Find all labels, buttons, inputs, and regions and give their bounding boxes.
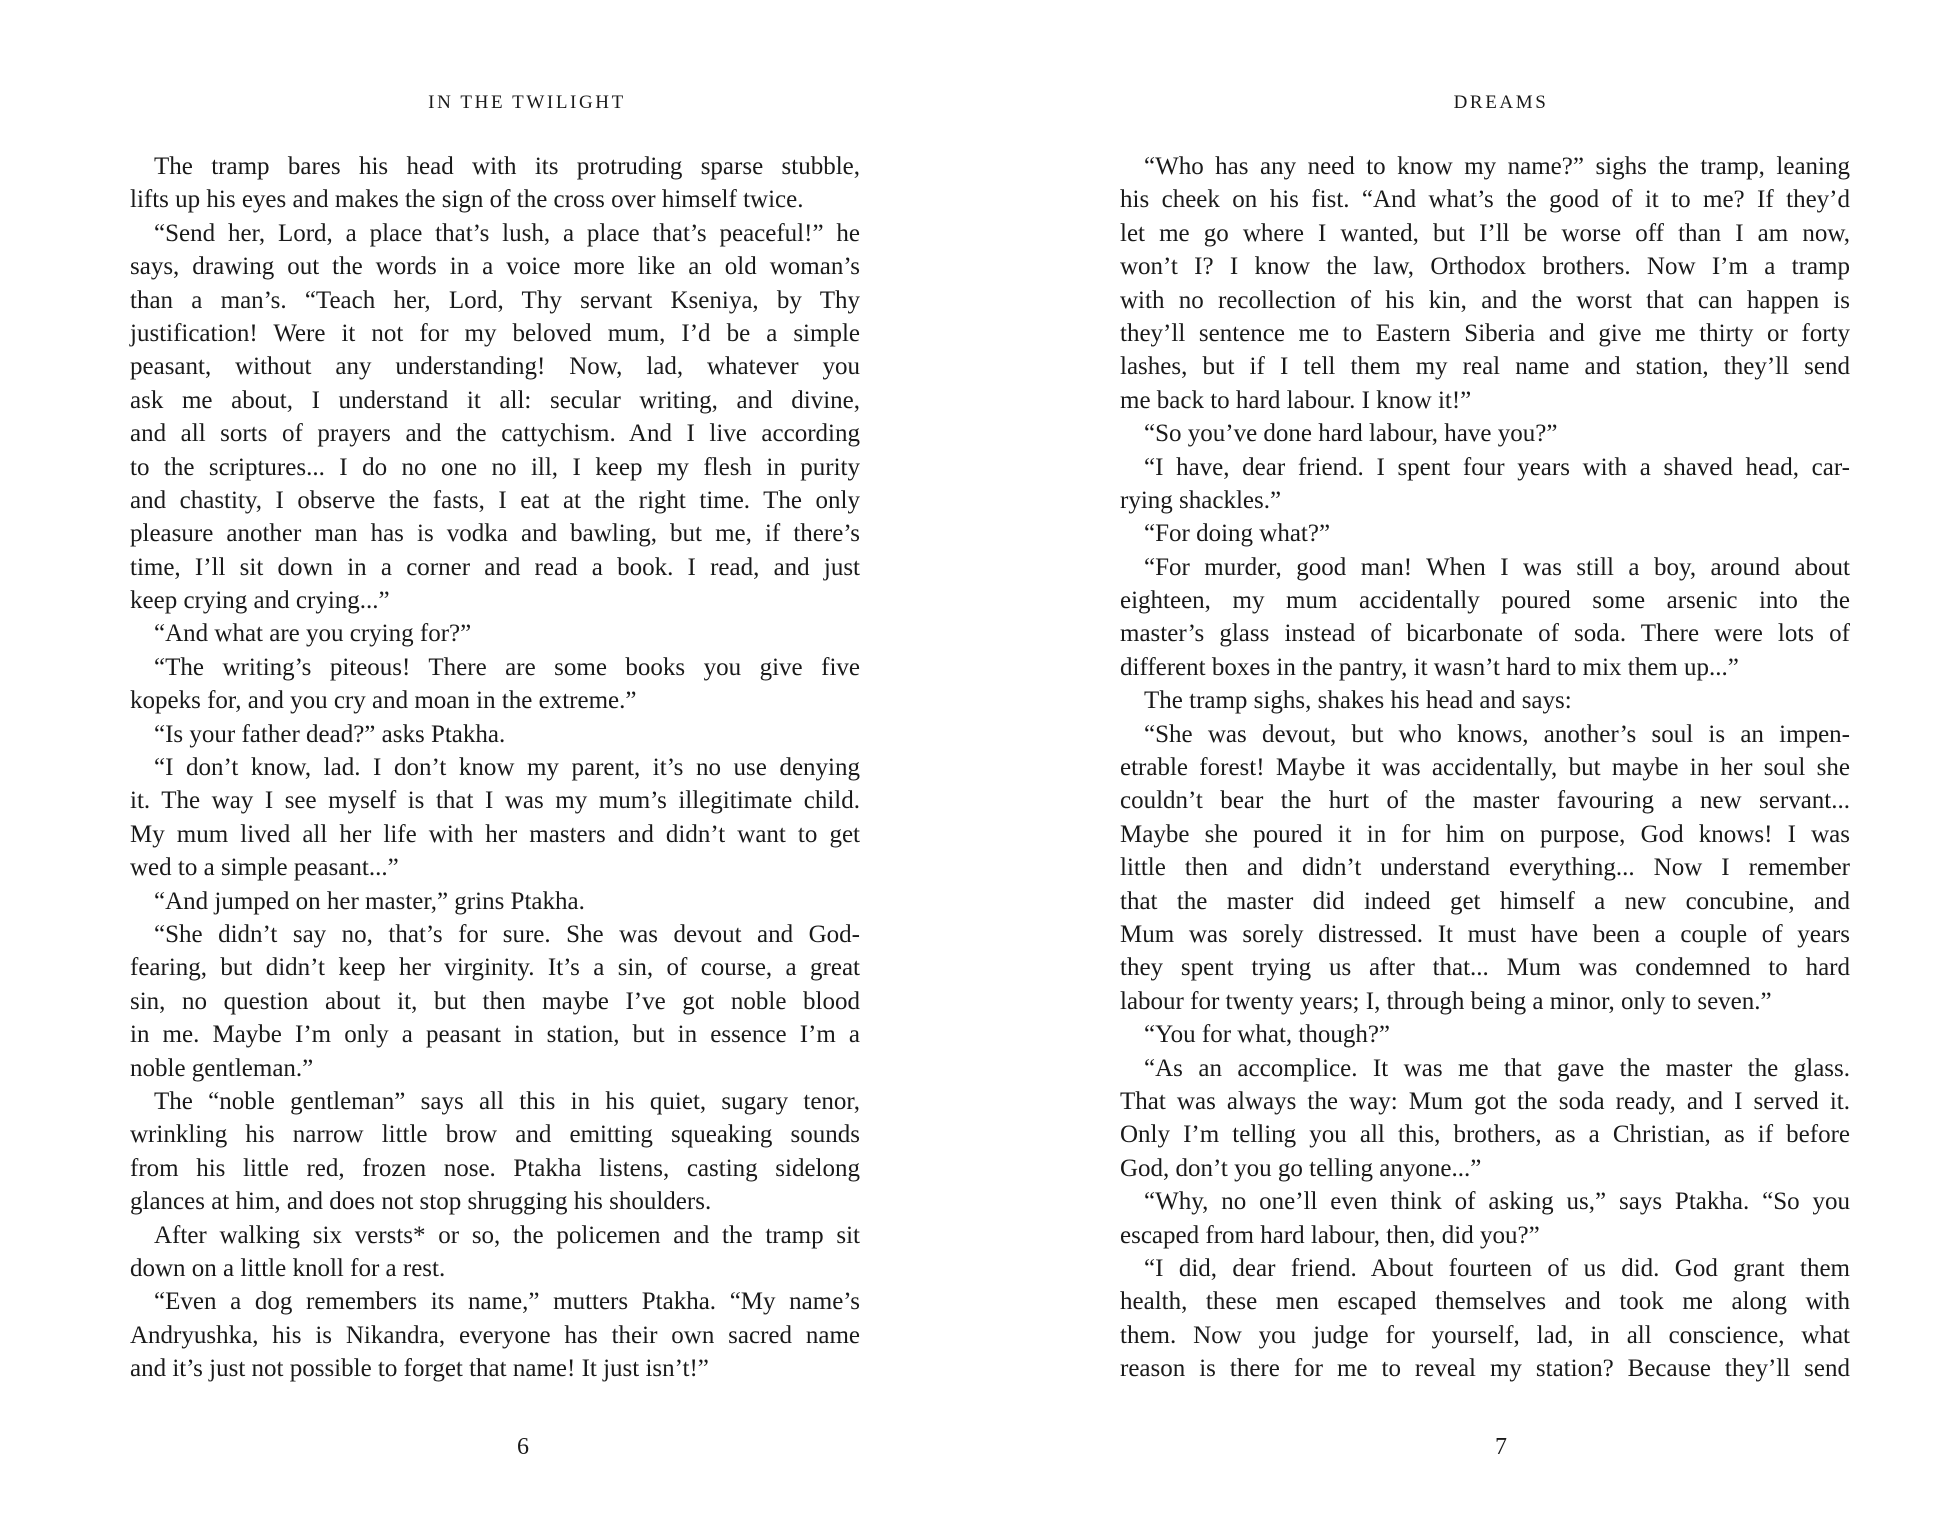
text-line: couldn’t bear the hurt of the master favouring a new servant... [1120,787,1850,815]
text-line: Only I’m telling you all this, brothers, as a Christian, as if before [1120,1121,1850,1149]
text-line: God, don’t you go telling anyone...” [1120,1154,1482,1182]
text-line: time, I’ll sit down in a corner and read a book. I read, and just [130,553,860,581]
text-line: “I did, dear friend. About fourteen of us did. God grant them [1144,1254,1850,1282]
text-line: down on a little knoll for a rest. [130,1254,446,1282]
page-number: 6 [517,1434,529,1460]
text-line: me back to hard labour. I know it!” [1120,386,1472,414]
text-line: won’t I? I know the law, Orthodox brothers. Now I’m a tramp [1120,253,1850,281]
text-line: “For doing what?” [1144,520,1331,548]
text-line: keep crying and crying...” [130,587,390,615]
running-head: IN THE TWILIGHT [428,92,626,113]
text-line: “And jumped on her master,” grins Ptakha. [154,887,585,915]
text-line: in me. Maybe I’m only a peasant in station, but in essence I’m a [130,1021,860,1049]
text-line: let me go where I wanted, but I’ll be worse off than I am now, [1120,219,1850,247]
text-line: Mum was sorely distressed. It must have been a couple of years [1120,920,1850,948]
text-line: escaped from hard labour, then, did you?” [1120,1221,1540,1249]
text-line: than a man’s. “Teach her, Lord, Thy servant Kseniya, by Thy [130,286,860,314]
text-line: and all sorts of prayers and the cattychism. And I live according [130,420,860,448]
text-line: Andryushka, his is Nikandra, everyone has their own sacred name [130,1321,860,1349]
text-line: “As an accomplice. It was me that gave the master the glass. [1144,1054,1850,1082]
text-line: kopeks for, and you cry and moan in the extreme.” [130,687,637,715]
text-line: they spent trying us after that... Mum was condemned to hard [1120,954,1850,982]
text-line: reason is there for me to reveal my station? Because they’ll send [1120,1355,1850,1383]
text-line: his cheek on his fist. “And what’s the good of it to me? If they’d [1120,186,1850,214]
text-line: them. Now you judge for yourself, lad, in all conscience, what [1120,1321,1850,1349]
text-line: “Who has any need to know my name?” sighs the tramp, leaning [1144,153,1850,180]
text-line: “Is your father dead?” asks Ptakha. [154,720,506,748]
text-line: After walking six versts* or so, the policemen and the tramp sit [154,1221,860,1249]
text-line: “For murder, good man! When I was still a boy, around about [1144,553,1850,581]
text-line: health, these men escaped themselves and took me along with [1120,1288,1850,1316]
text-line: noble gentleman.” [130,1054,314,1082]
text-line: “I don’t know, lad. I don’t know my parent, it’s no use denying [154,754,860,782]
text-line: “Even a dog remembers its name,” mutters Ptakha. “My name’s [154,1288,860,1316]
text-line: The “noble gentleman” says all this in his quiet, sugary tenor, [154,1087,860,1115]
text-line: My mum lived all her life with her masters and didn’t want to get [130,820,860,848]
text-line: it. The way I see myself is that I was my mum’s illegitimate child. [130,787,860,815]
text-line: and chastity, I observe the fasts, I eat at the right time. The only [130,486,860,514]
left-page [130,0,860,1526]
body-text [1120,150,1850,1385]
text-line: Maybe she poured it in for him on purpose, God knows! I was [1120,820,1850,848]
text-line: justification! Were it not for my beloved mum, I’d be a simple [130,319,860,347]
text-line: glances at him, and does not stop shrugging his shoulders. [130,1188,712,1216]
text-line: wrinkling his narrow little brow and emitting squeaking sounds [130,1121,860,1149]
text-line: That was always the way: Mum got the soda ready, and I served it. [1120,1087,1850,1115]
text-line: “And what are you crying for?” [154,620,472,648]
text-line: “I have, dear friend. I spent four years with a shaved head, car- [1144,453,1850,481]
text-line: little then and didn’t understand everything... Now I remember [1120,854,1850,882]
text-line: labour for twenty years; I, through being a minor, only to seven.” [1120,987,1772,1015]
text-line: fearing, but didn’t keep her virginity. It’s a sin, of course, a great [130,954,860,982]
text-line: The tramp bares his head with its protruding sparse stubble, [154,153,860,180]
right-page [1120,0,1850,1526]
text-line: with no recollection of his kin, and the worst that can happen is [1120,286,1850,314]
text-line: master’s glass instead of bicarbonate of soda. There were lots of [1120,620,1850,648]
text-line: wed to a simple peasant...” [130,854,399,882]
text-line: “You for what, though?” [1144,1021,1391,1049]
text-line: peasant, without any understanding! Now, lad, whatever you [130,353,860,381]
text-line: “Why, no one’ll even think of asking us,” says Ptakha. “So you [1144,1188,1850,1216]
text-line: sin, no question about it, but then maybe I’ve got noble blood [130,987,860,1015]
text-line: lashes, but if I tell them my real name and station, they’ll send [1120,353,1850,381]
text-line: “She didn’t say no, that’s for sure. She was devout and God- [154,920,860,948]
body-text [130,150,860,1385]
text-line: lifts up his eyes and makes the sign of the cross over himself twice. [130,186,804,214]
text-line: eighteen, my mum accidentally poured some arsenic into the [1120,587,1850,615]
text-line: different boxes in the pantry, it wasn’t hard to mix them up...” [1120,653,1739,681]
running-head: DREAMS [1453,92,1549,113]
text-line: etrable forest! Maybe it was accidentally, but maybe in her soul she [1120,754,1850,782]
text-line: says, drawing out the words in a voice more like an old woman’s [130,253,860,281]
page-number: 7 [1495,1434,1507,1460]
text-line: “The writing’s piteous! There are some books you give five [154,653,860,681]
text-line: The tramp sighs, shakes his head and says: [1144,687,1572,715]
text-line: that the master did indeed get himself a new concubine, and [1120,887,1850,915]
text-line: to the scriptures... I do no one no ill, I keep my flesh in purity [130,453,860,481]
text-line: rying shackles.” [1120,486,1282,514]
text-line: they’ll sentence me to Eastern Siberia and give me thirty or forty [1120,319,1850,347]
text-line: “So you’ve done hard labour, have you?” [1144,420,1558,448]
text-line: pleasure another man has is vodka and bawling, but me, if there’s [130,520,860,548]
text-line: from his little red, frozen nose. Ptakha listens, casting sidelong [130,1154,860,1182]
text-line: “She was devout, but who knows, another’s soul is an impen- [1144,720,1850,748]
text-line: “Send her, Lord, a place that’s lush, a place that’s peaceful!” he [154,219,860,247]
text-line: ask me about, I understand it all: secular writing, and divine, [130,386,860,414]
text-line: and it’s just not possible to forget that name! It just isn’t!” [130,1355,709,1383]
